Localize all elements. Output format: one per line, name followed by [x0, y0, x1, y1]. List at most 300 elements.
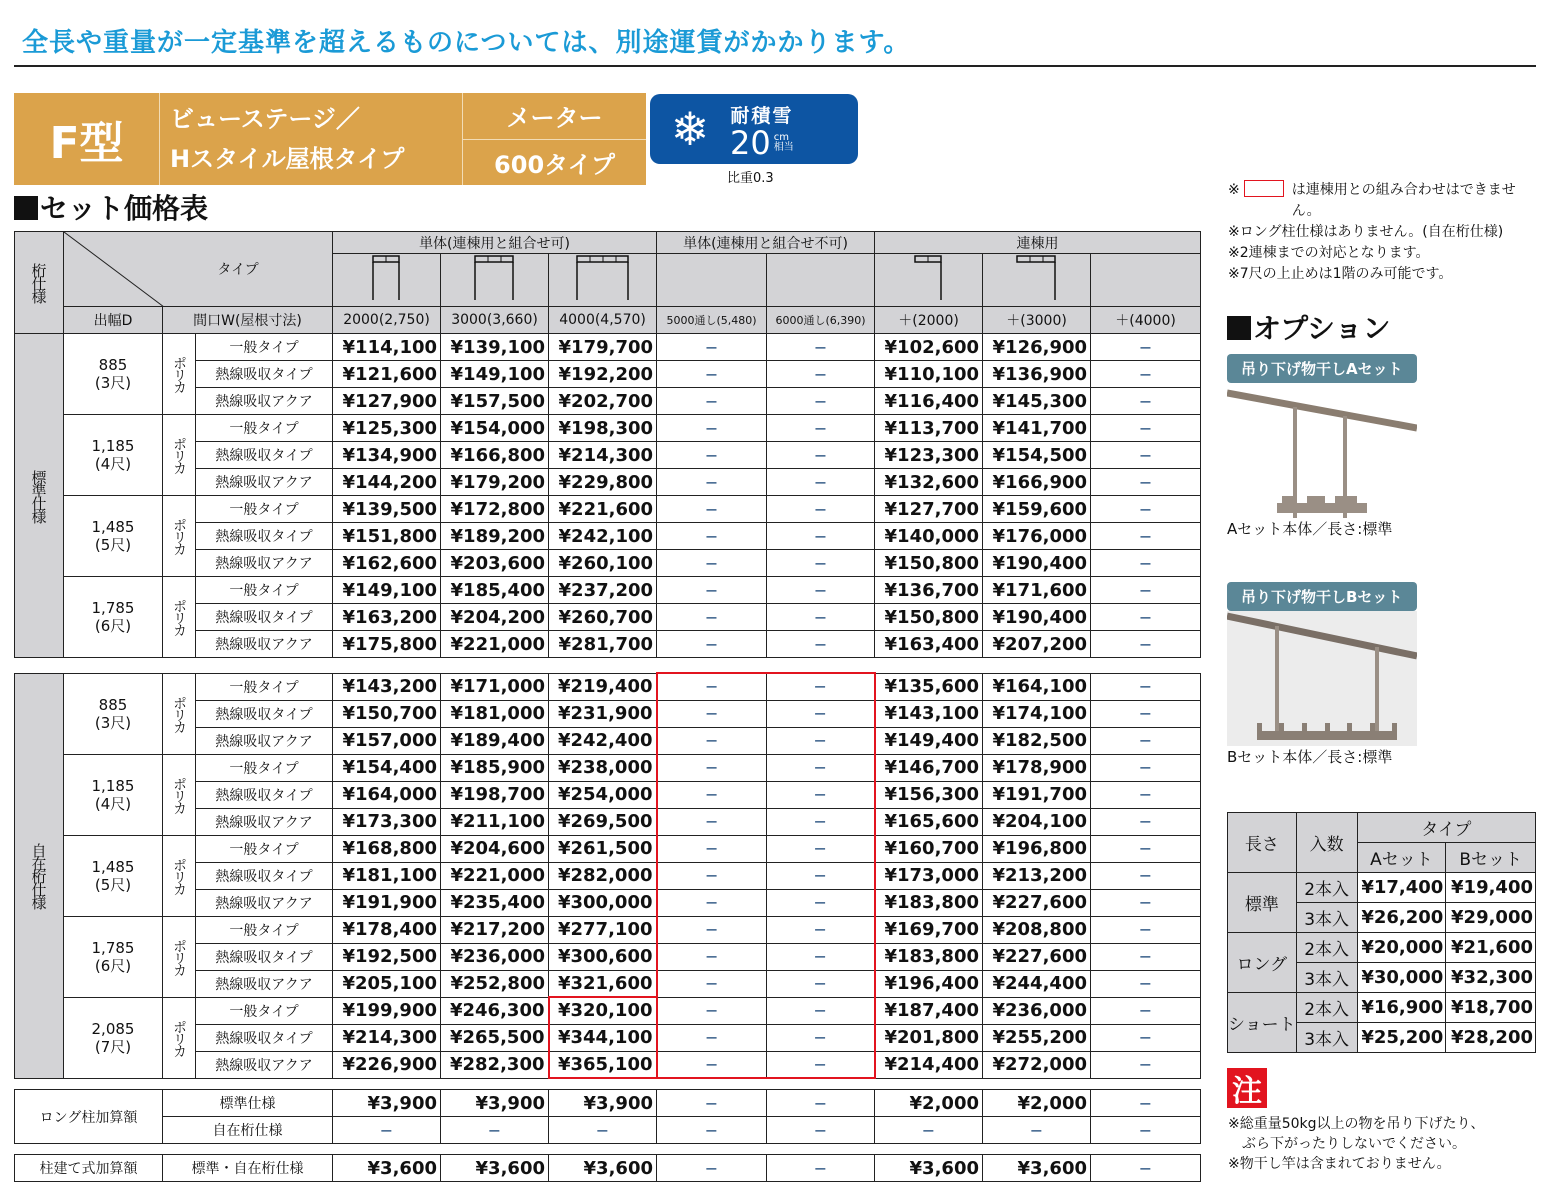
price-cell: ¥244,400 [983, 970, 1091, 997]
frame-5000-blank [657, 254, 767, 307]
price-b: ¥18,700 [1446, 993, 1536, 1023]
table-row [15, 1155, 1201, 1182]
price-a: ¥16,900 [1357, 993, 1446, 1023]
price-cell: − [1091, 550, 1201, 577]
product-name [160, 93, 463, 185]
price-cell: − [767, 442, 875, 469]
price-cell: ¥252,800 [441, 970, 549, 997]
roof-type: 一般タイプ [196, 334, 333, 361]
caution-badge: 注 [1227, 1068, 1267, 1108]
price-cell: ¥139,500 [333, 496, 441, 523]
material-label: ポリカ [163, 835, 196, 916]
long-post-label: ロング柱加算額 [15, 1090, 163, 1144]
price-cell: − [657, 835, 767, 862]
price-cell: − [657, 604, 767, 631]
table-row [15, 496, 1201, 523]
price-cell: − [657, 631, 767, 658]
price-cell: − [1091, 997, 1201, 1024]
price-cell: − [767, 1117, 875, 1144]
price-cell: ¥260,100 [549, 550, 657, 577]
hanging-dryer-a-illustration [1227, 383, 1417, 518]
depth-shaku: (5尺) [94, 875, 132, 894]
roof-type: 熱線吸収アクア [196, 631, 333, 658]
price-cell: ¥179,700 [549, 334, 657, 361]
price-cell: − [1091, 631, 1201, 658]
price-cell: ¥198,700 [441, 781, 549, 808]
set-a-badge: 吊り下げ物干しAセット [1227, 354, 1417, 383]
price-cell: ¥213,200 [983, 862, 1091, 889]
price-cell: ¥237,200 [549, 577, 657, 604]
material-label: ポリカ [163, 916, 196, 997]
material-label: ポリカ [163, 754, 196, 835]
price-cell: ¥236,000 [983, 997, 1091, 1024]
frame-plus3000-icon [983, 254, 1091, 307]
roof-type: 熱線吸収アクア [196, 808, 333, 835]
snow-load-value: 20 [730, 123, 771, 162]
depth-shaku: (6尺) [94, 956, 132, 975]
price-cell: ¥190,400 [983, 604, 1091, 631]
price-cell: ¥178,400 [333, 916, 441, 943]
long-post-surcharge-table [14, 1089, 1201, 1144]
price-cell: − [875, 1117, 983, 1144]
model-label: F型 [14, 93, 160, 185]
price-cell: ¥231,900 [549, 700, 657, 727]
price-cell: ¥160,700 [875, 835, 983, 862]
depth-mm: 1,785 [91, 599, 135, 617]
note-item [1228, 180, 1532, 222]
price-cell: ¥3,600 [441, 1155, 549, 1182]
spec-label: 自在桁仕様 [163, 1117, 333, 1144]
snow-load-badge [650, 94, 858, 164]
price-cell: − [1091, 781, 1201, 808]
price-cell: − [1091, 862, 1201, 889]
price-cell: ¥178,900 [983, 754, 1091, 781]
price-cell: ¥217,200 [441, 916, 549, 943]
price-section-title [14, 187, 208, 227]
price-cell: − [1091, 727, 1201, 754]
price-cell: ¥164,100 [983, 673, 1091, 700]
caution-line: ※総重量50kg以上の物を吊り下げたり、 [1228, 1116, 1485, 1132]
price-cell: − [1091, 496, 1201, 523]
price-cell: ¥3,600 [549, 1155, 657, 1182]
price-cell: ¥136,700 [875, 577, 983, 604]
price-cell: ¥162,600 [333, 550, 441, 577]
set-b-image [1227, 611, 1417, 746]
price-cell: ¥198,300 [549, 415, 657, 442]
price-cell: ¥174,100 [983, 700, 1091, 727]
price-cell: − [657, 781, 767, 808]
material-label: ポリカ [163, 334, 196, 415]
depth-shaku: (3尺) [94, 374, 132, 392]
price-cell: ¥173,300 [333, 808, 441, 835]
price-cell: ¥181,000 [441, 700, 549, 727]
price-cell: ¥127,700 [875, 496, 983, 523]
price-cell: − [1091, 889, 1201, 916]
price-cell: ¥226,900 [333, 1051, 441, 1078]
price-cell: ¥187,400 [875, 997, 983, 1024]
depth-cell [64, 673, 163, 754]
width-header: 間口W(屋根寸法) [163, 307, 333, 334]
price-cell: ¥2,000 [875, 1090, 983, 1117]
material-label: ポリカ [163, 577, 196, 658]
roof-type: 熱線吸収タイプ [196, 781, 333, 808]
table-row [15, 577, 1201, 604]
price-cell: ¥365,100 [549, 1051, 657, 1078]
table-row [1228, 933, 1536, 963]
price-cell: − [657, 496, 767, 523]
spec-label: 標準仕様 [163, 1090, 333, 1117]
length-header: 長さ [1228, 813, 1297, 873]
depth-shaku: (3尺) [94, 713, 132, 732]
price-cell: ¥165,600 [875, 808, 983, 835]
price-cell: − [767, 673, 875, 700]
price-cell: − [767, 1155, 875, 1182]
price-cell: ¥123,300 [875, 442, 983, 469]
price-cell: ¥272,000 [983, 1051, 1091, 1078]
price-cell: ¥199,900 [333, 997, 441, 1024]
price-cell: ¥154,400 [333, 754, 441, 781]
table-row [15, 673, 1201, 700]
price-cell: ¥208,800 [983, 916, 1091, 943]
price-cell: − [657, 1155, 767, 1182]
type-header [64, 232, 333, 307]
price-cell: − [767, 700, 875, 727]
price-cell: ¥150,800 [875, 550, 983, 577]
square-bullet-icon [1227, 316, 1251, 340]
price-cell: − [1091, 700, 1201, 727]
roof-type: 熱線吸収タイプ [196, 862, 333, 889]
option-set-a [1227, 354, 1417, 539]
price-cell: − [767, 997, 875, 1024]
price-cell: ¥154,500 [983, 442, 1091, 469]
price-cell: ¥143,100 [875, 700, 983, 727]
length-label: ロング [1228, 933, 1297, 993]
depth-mm: 1,485 [91, 518, 135, 536]
count-label: 2本入 [1296, 873, 1357, 903]
price-cell: ¥126,900 [983, 334, 1091, 361]
price-cell: ¥246,300 [441, 997, 549, 1024]
table-row [15, 916, 1201, 943]
price-cell: ¥235,400 [441, 889, 549, 916]
count-label: 3本入 [1296, 903, 1357, 933]
price-cell: ¥3,600 [875, 1155, 983, 1182]
price-cell: ¥102,600 [875, 334, 983, 361]
price-cell: ¥221,600 [549, 496, 657, 523]
price-cell: ¥136,900 [983, 361, 1091, 388]
price-cell: ¥183,800 [875, 943, 983, 970]
price-cell: − [767, 916, 875, 943]
price-cell: ¥214,300 [333, 1024, 441, 1051]
note-text: は連棟用との組み合わせはできません。 [1291, 182, 1516, 219]
table-row [15, 754, 1201, 781]
price-b: ¥28,200 [1446, 1023, 1536, 1053]
price-cell: − [1091, 604, 1201, 631]
type-line1: メーター [463, 93, 646, 140]
price-cell: − [767, 334, 875, 361]
price-cell: ¥145,300 [983, 388, 1091, 415]
price-cell: − [657, 700, 767, 727]
table-row [15, 415, 1201, 442]
count-label: 3本入 [1296, 963, 1357, 993]
price-cell: ¥176,000 [983, 523, 1091, 550]
price-cell: − [767, 388, 875, 415]
price-cell: − [1091, 442, 1201, 469]
post-standing-surcharge-table [14, 1154, 1201, 1182]
price-cell: ¥219,400 [549, 673, 657, 700]
price-cell: − [657, 1090, 767, 1117]
price-cell: ¥141,700 [983, 415, 1091, 442]
roof-type: 一般タイプ [196, 577, 333, 604]
snow-unit-equiv: 相当 [773, 141, 794, 153]
set-b-caption: Bセット本体／長さ:標準 [1227, 748, 1393, 766]
price-cell: − [1091, 1024, 1201, 1051]
table-row [15, 1117, 1201, 1144]
price-cell: − [767, 754, 875, 781]
roof-type: 熱線吸収アクア [196, 550, 333, 577]
price-cell: ¥204,200 [441, 604, 549, 631]
roof-type: 熱線吸収アクア [196, 388, 333, 415]
set-price-table [14, 231, 1201, 658]
price-cell: ¥214,300 [549, 442, 657, 469]
price-cell: − [657, 1051, 767, 1078]
frame-plus4000-blank [1091, 254, 1201, 307]
depth-cell [64, 754, 163, 835]
note-item: ※ロング柱仕様はありません。(自在桁仕様) [1228, 224, 1504, 240]
depth-cell [64, 997, 163, 1078]
price-cell: ¥132,600 [875, 469, 983, 496]
price-cell: ¥320,100 [549, 997, 657, 1024]
price-cell: − [767, 1090, 875, 1117]
price-cell: − [1091, 916, 1201, 943]
roof-type: 熱線吸収アクア [196, 469, 333, 496]
price-cell: − [767, 1051, 875, 1078]
depth-cell [64, 577, 163, 658]
roof-type: 一般タイプ [196, 754, 333, 781]
price-cell: ¥173,000 [875, 862, 983, 889]
length-label: 標準 [1228, 873, 1297, 933]
roof-type: 熱線吸収タイプ [196, 700, 333, 727]
roof-type: 熱線吸収タイプ [196, 442, 333, 469]
caution-notes [1228, 1114, 1485, 1174]
frame-4000-icon [549, 254, 657, 307]
price-cell: ¥3,600 [333, 1155, 441, 1182]
count-label: 2本入 [1296, 993, 1357, 1023]
price-cell: ¥221,000 [441, 862, 549, 889]
price-cell: ¥149,400 [875, 727, 983, 754]
price-cell: ¥190,400 [983, 550, 1091, 577]
price-cell: ¥201,800 [875, 1024, 983, 1051]
price-cell: ¥163,400 [875, 631, 983, 658]
product-banner [14, 93, 646, 185]
price-cell: − [1091, 334, 1201, 361]
price-cell: ¥2,000 [983, 1090, 1091, 1117]
depth-cell [64, 415, 163, 496]
price-cell: − [1091, 415, 1201, 442]
price-cell: − [657, 442, 767, 469]
specific-gravity: 比重0.3 [727, 171, 774, 186]
group-single-noncombinable: 単体(連棟用と組合せ不可) [657, 232, 875, 254]
col-4000: 4000(4,570) [549, 307, 657, 334]
price-cell: ¥156,300 [875, 781, 983, 808]
price-cell: ¥229,800 [549, 469, 657, 496]
price-cell: ¥154,000 [441, 415, 549, 442]
price-cell: ¥166,800 [441, 442, 549, 469]
price-cell: ¥171,600 [983, 577, 1091, 604]
shipping-notice-headline: 全長や重量が一定基準を超えるものについては、別途運賃がかかります。 [22, 28, 911, 58]
price-cell: ¥242,100 [549, 523, 657, 550]
price-cell: ¥150,700 [333, 700, 441, 727]
price-cell: ¥183,800 [875, 889, 983, 916]
price-cell: − [767, 943, 875, 970]
price-cell: ¥3,900 [441, 1090, 549, 1117]
price-cell: ¥127,900 [333, 388, 441, 415]
price-cell: ¥185,400 [441, 577, 549, 604]
price-cell: ¥139,100 [441, 334, 549, 361]
price-cell: ¥207,200 [983, 631, 1091, 658]
set-a-header: Aセット [1357, 843, 1446, 873]
price-b: ¥29,000 [1446, 903, 1536, 933]
note-mark: ※ [1228, 182, 1240, 198]
red-box-legend [1244, 180, 1284, 197]
table-row [15, 334, 1201, 361]
price-cell: − [657, 334, 767, 361]
product-type [463, 93, 646, 185]
price-cell: − [333, 1117, 441, 1144]
price-cell: ¥238,000 [549, 754, 657, 781]
option-set-b [1227, 582, 1417, 767]
price-cell: − [657, 808, 767, 835]
price-cell: ¥214,400 [875, 1051, 983, 1078]
roof-type: 熱線吸収アクア [196, 970, 333, 997]
divider [14, 65, 1536, 67]
price-cell: − [657, 943, 767, 970]
option-section-title-text: オプション [1253, 312, 1391, 345]
price-cell: − [657, 523, 767, 550]
table-row [15, 997, 1201, 1024]
price-cell: − [657, 889, 767, 916]
roof-type: 熱線吸収タイプ [196, 1024, 333, 1051]
note-item: ※7尺の上止めは1階のみ可能です。 [1228, 266, 1453, 282]
price-cell: − [767, 727, 875, 754]
price-cell: ¥221,000 [441, 631, 549, 658]
set-b-badge: 吊り下げ物干しBセット [1227, 582, 1417, 611]
price-cell: ¥168,800 [333, 835, 441, 862]
count-header: 入数 [1296, 813, 1357, 873]
table-row [15, 1090, 1201, 1117]
price-b: ¥19,400 [1446, 873, 1536, 903]
roof-type: 熱線吸収アクア [196, 727, 333, 754]
price-cell: ¥157,000 [333, 727, 441, 754]
col-plus4000: ＋(4000) [1091, 307, 1201, 334]
roof-type: 熱線吸収アクア [196, 889, 333, 916]
frame-3000-icon [441, 254, 549, 307]
material-label: ポリカ [163, 415, 196, 496]
product-name-line2: Hスタイル屋根タイプ [170, 145, 405, 173]
price-cell: − [767, 469, 875, 496]
price-cell: ¥172,800 [441, 496, 549, 523]
price-cell: − [767, 808, 875, 835]
roof-type: 一般タイプ [196, 916, 333, 943]
roof-type: 一般タイプ [196, 496, 333, 523]
type-header: タイプ [1357, 813, 1535, 843]
price-cell: ¥113,700 [875, 415, 983, 442]
price-cell: − [657, 1117, 767, 1144]
price-cell: − [1091, 1051, 1201, 1078]
price-cell: ¥166,900 [983, 469, 1091, 496]
price-cell: ¥300,600 [549, 943, 657, 970]
price-b: ¥32,300 [1446, 963, 1536, 993]
depth-shaku: (7尺) [94, 1037, 132, 1056]
price-cell: ¥269,500 [549, 808, 657, 835]
price-cell: − [1091, 1155, 1201, 1182]
depth-cell [64, 916, 163, 997]
price-cell: − [1091, 469, 1201, 496]
snowflake-icon: ❄ [670, 102, 710, 156]
price-cell: ¥140,000 [875, 523, 983, 550]
col-6000: 6000通し(6,390) [767, 307, 875, 334]
depth-shaku: (4尺) [94, 794, 132, 813]
price-cell: ¥227,600 [983, 943, 1091, 970]
price-cell: ¥202,700 [549, 388, 657, 415]
price-cell: ¥261,500 [549, 835, 657, 862]
option-price-table [1227, 812, 1536, 1053]
price-cell: ¥281,700 [549, 631, 657, 658]
price-cell: ¥282,000 [549, 862, 657, 889]
price-cell: − [657, 727, 767, 754]
price-cell: ¥242,400 [549, 727, 657, 754]
material-label: ポリカ [163, 673, 196, 754]
price-cell: ¥134,900 [333, 442, 441, 469]
material-label: ポリカ [163, 496, 196, 577]
price-cell: − [657, 415, 767, 442]
price-cell: − [767, 970, 875, 997]
price-cell: − [1091, 673, 1201, 700]
price-cell: − [441, 1117, 549, 1144]
set-a-image [1227, 383, 1417, 518]
price-cell: − [1091, 523, 1201, 550]
price-cell: ¥189,200 [441, 523, 549, 550]
price-cell: ¥3,900 [333, 1090, 441, 1117]
price-cell: ¥3,900 [549, 1090, 657, 1117]
price-cell: ¥144,200 [333, 469, 441, 496]
price-cell: ¥203,600 [441, 550, 549, 577]
frame-plus2000-icon [875, 254, 983, 307]
price-cell: ¥143,200 [333, 673, 441, 700]
price-cell: − [657, 469, 767, 496]
depth-mm: 2,085 [91, 1019, 135, 1038]
col-2000: 2000(2,750) [333, 307, 441, 334]
price-cell: ¥321,600 [549, 970, 657, 997]
price-cell: ¥175,800 [333, 631, 441, 658]
group-single-combinable: 単体(連棟用と組合せ可) [333, 232, 657, 254]
price-cell: ¥3,600 [983, 1155, 1091, 1182]
col-plus2000: ＋(2000) [875, 307, 983, 334]
price-cell: − [767, 523, 875, 550]
type-header-label: タイプ [217, 262, 259, 278]
price-cell: ¥205,100 [333, 970, 441, 997]
depth-mm: 1,185 [91, 776, 135, 795]
price-cell: ¥189,400 [441, 727, 549, 754]
price-cell: ¥196,800 [983, 835, 1091, 862]
price-cell: − [657, 862, 767, 889]
price-cell: − [767, 496, 875, 523]
depth-mm: 1,185 [91, 437, 135, 455]
price-cell: ¥171,000 [441, 673, 549, 700]
roof-type: 熱線吸収アクア [196, 1051, 333, 1078]
price-b: ¥21,600 [1446, 933, 1536, 963]
roof-type: 一般タイプ [196, 997, 333, 1024]
depth-mm: 885 [98, 695, 128, 714]
